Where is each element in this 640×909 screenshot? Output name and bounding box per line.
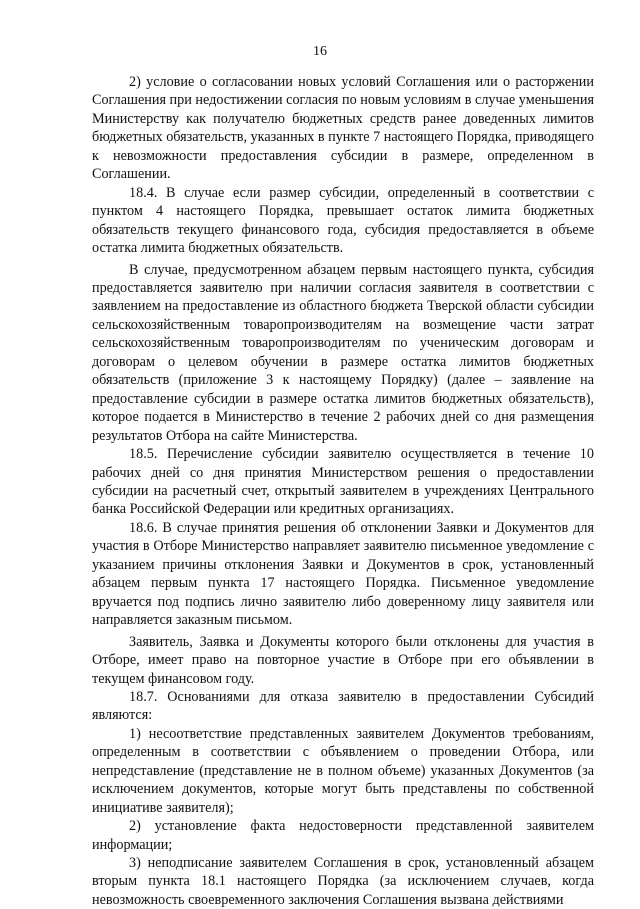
document-body bbox=[92, 73, 594, 909]
paragraph-18-4-case: В случае, предусмотренном абзацем первым настоящего пункта, субсидия предоставляется заявителю при наличии согласия заявителя в соответствии с заявлением на предоставление из областного бюджета Тверской области субсидии сельскохозяйственным товаропроизводителям на возмещение части затрат сельскохозяйственным товаропроизводителям по ученическим договорам и договорам о целевом обучении в размере остатка лимитов бюджетных обязательств (приложение 3 к настоящему Порядку) (далее – заявление на предоставление субсидии в размере остатка лимитов бюджетных обязательств), которое подается в Министерство в течение 2 рабочих дней со дня размещения результатов Отбора на сайте Министерства. bbox=[92, 261, 594, 444]
paragraph-18-6-reapply: Заявитель, Заявка и Документы которого были отклонены для участия в Отборе, имеет право на повторное участие в Отборе при его объявлении в текущем финансовом году. bbox=[92, 633, 594, 687]
paragraph-reason-2: 2) установление факта недостоверности представленной заявителем информации; bbox=[92, 818, 594, 853]
page-number: 16 bbox=[313, 44, 327, 59]
paragraph-reason-1: 1) несоответствие представленных заявителем Документов требованиям, определенным в соответствии с объявлением о проведении Отбора, или непредставление (представление не в полном объеме) указанных Документов (за исключением документов, которые могут быть представлены по собственной инициативе заявителя); bbox=[92, 725, 594, 816]
paragraph-18-6: 18.6. В случае принятия решения об отклонении Заявки и Документов для участия в Отборе Министерство направляет заявителю письменное уведомление с указанием причины отклонения Заявки и Документов в срок, установленный абзацем первым пункта 17 настоящего Порядка. Письменное уведомление вручается под подпись лично заявителю либо доверенному лицу заявителя или направляется заказным письмом. bbox=[92, 519, 594, 629]
paragraph-18-4: 18.4. В случае если размер субсидии, определенный в соответствии с пунктом 4 настоящего Порядка, превышает остаток лимита бюджетных обязательств текущего финансового года, субсидия предоставляется в объеме остатка лимита бюджетных обязательств. bbox=[92, 184, 594, 257]
paragraph-18-5: 18.5. Перечисление субсидии заявителю осуществляется в течение 10 рабочих дней со дня принятия Министерством решения о предоставлении субсидии на расчетный счет, открытый заявителем в учреждениях Центрального банка Российской Федерации или кредитных организациях. bbox=[92, 446, 594, 518]
paragraph-18-7: 18.7. Основаниями для отказа заявителю в предоставлении Субсидий являются: bbox=[92, 688, 594, 724]
paragraph-reason-3: 3) неподписание заявителем Соглашения в срок, установленный абзацем вторым пункта 18.1 настоящего Порядка (за исключением случаев, когда невозможность своевременного заключения Соглашения вызвана действиями bbox=[92, 855, 594, 908]
paragraph-condition-2: 2) условие о согласовании новых условий Соглашения или о расторжении Соглашения при недостижении согласия по новым условиям в случае уменьшения Министерству как получателю бюджетных средств ранее доведенных лимитов бюджетных обязательств, указанных в пункте 7 настоящего Порядка, приводящего к невозможности предоставления субсидии в размере, определенном в Соглашении. bbox=[92, 74, 595, 183]
